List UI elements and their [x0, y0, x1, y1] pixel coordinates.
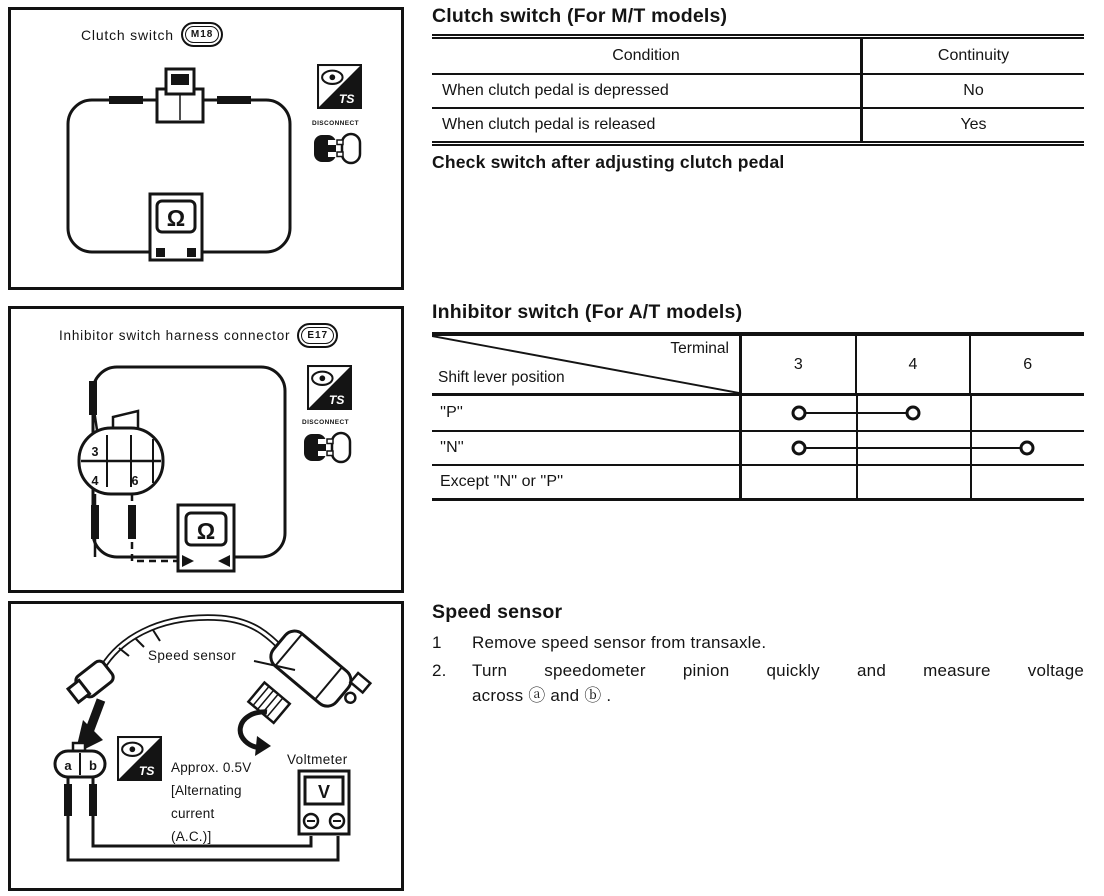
pin-a-label: a: [64, 758, 72, 773]
disconnect-icon: [302, 419, 360, 472]
continuity-column-header: Continuity: [860, 39, 1084, 73]
svg-text:TS: TS: [138, 763, 155, 778]
step-number: 2.: [432, 661, 447, 680]
step-item: [432, 630, 1084, 655]
connector-id-badge: M18: [181, 22, 223, 47]
voltage-note-line: current: [171, 806, 215, 821]
pin-4-label: 4: [91, 474, 99, 488]
table-row: [432, 73, 1084, 107]
disconnect-label: DISCONNECT: [302, 419, 349, 426]
svg-text:TS: TS: [338, 91, 355, 106]
pin-b-label: b: [89, 758, 97, 773]
diagonal-corner-cell: [432, 336, 742, 393]
rotation-arrow: [240, 712, 271, 756]
ohm-symbol: Ω: [166, 205, 186, 231]
ohm-symbol: Ω: [196, 518, 216, 544]
inhibitor-switch-diagram-panel: [8, 306, 404, 593]
speed-sensor-label: Speed sensor: [148, 648, 237, 663]
shift-position-cell: ''N'': [432, 432, 742, 464]
table-row: [432, 464, 1084, 498]
ts-tester-icon: [317, 64, 362, 109]
clutch-switch-connector: [157, 69, 203, 122]
speed-section-heading: Speed sensor: [432, 601, 563, 623]
voltage-note: [171, 756, 251, 848]
disconnect-label: DISCONNECT: [312, 120, 359, 127]
step-text: across ⓐ and ⓑ .: [472, 686, 612, 705]
condition-column-header: Condition: [612, 47, 680, 64]
disconnect-icon: [312, 120, 370, 173]
condition-cell: When clutch pedal is released: [442, 116, 656, 133]
caption-text: Inhibitor switch harness connector: [59, 328, 291, 343]
clutch-adjust-note: Check switch after adjusting clutch pedal: [432, 152, 785, 172]
clutch-continuity-table: [432, 34, 1084, 146]
shift-position-cell: Except ''N'' or ''P'': [432, 466, 742, 498]
continuity-connection-cell: [742, 466, 1084, 498]
continuity-cell: Yes: [860, 109, 1084, 141]
voltage-note-line: Approx. 0.5V: [171, 760, 252, 775]
speedometer-pinion: [248, 683, 289, 723]
step-item: [432, 658, 1084, 708]
clutch-section-heading: Clutch switch (For M/T models): [432, 5, 728, 27]
terminal-axis-label: Terminal: [670, 340, 729, 357]
svg-text:TS: TS: [328, 392, 345, 407]
shift-lever-axis-label: Shift lever position: [438, 369, 565, 386]
clutch-diagram-caption: [81, 22, 223, 47]
inhibitor-diagram-caption: [59, 323, 338, 348]
table-row: [432, 396, 1084, 430]
connector-id-badge: E17: [297, 323, 338, 348]
ts-tester-icon: [117, 736, 162, 781]
voltage-note-line: (A.C.)]: [171, 829, 212, 844]
terminal-column-header: 6: [969, 336, 1084, 393]
caption-text: Clutch switch: [81, 26, 174, 43]
table-header-row: [432, 39, 1084, 73]
volt-symbol: V: [317, 782, 331, 802]
speed-sensor-steps: [432, 630, 1084, 711]
ts-tester-icon: [307, 365, 352, 410]
continuity-cell: No: [860, 75, 1084, 107]
speed-sensor-diagram-panel: [8, 601, 404, 891]
ohmmeter: [150, 194, 202, 260]
voltmeter-label: Voltmeter: [287, 752, 348, 767]
clutch-switch-diagram-panel: [8, 7, 404, 290]
step-number: 1: [432, 633, 442, 652]
cable-end-connector: [66, 659, 116, 706]
continuity-connection-cell: [742, 396, 1084, 430]
table-row: [432, 107, 1084, 141]
shift-position-cell: ''P'': [432, 396, 742, 430]
step-text: Remove speed sensor from transaxle.: [472, 633, 767, 652]
pin-6-label: 6: [131, 474, 139, 488]
terminal-column-header: 3: [793, 355, 803, 373]
continuity-connection-cell: [742, 432, 1084, 464]
condition-cell: When clutch pedal is depressed: [442, 82, 669, 99]
inhibitor-terminal-table: [432, 332, 1084, 501]
ab-connector: [55, 743, 105, 777]
inhibitor-section-heading: Inhibitor switch (For A/T models): [432, 301, 743, 323]
step-text: Turn speedometer pinion quickly and measure voltage: [472, 661, 1084, 680]
table-row: [432, 430, 1084, 464]
voltage-note-line: [Alternating: [171, 783, 242, 798]
pin-3-label: 3: [91, 445, 99, 459]
table-header-row: [432, 336, 1084, 396]
terminal-column-header: 4: [855, 336, 970, 393]
ohmmeter: [178, 505, 234, 571]
voltmeter: [299, 771, 349, 834]
